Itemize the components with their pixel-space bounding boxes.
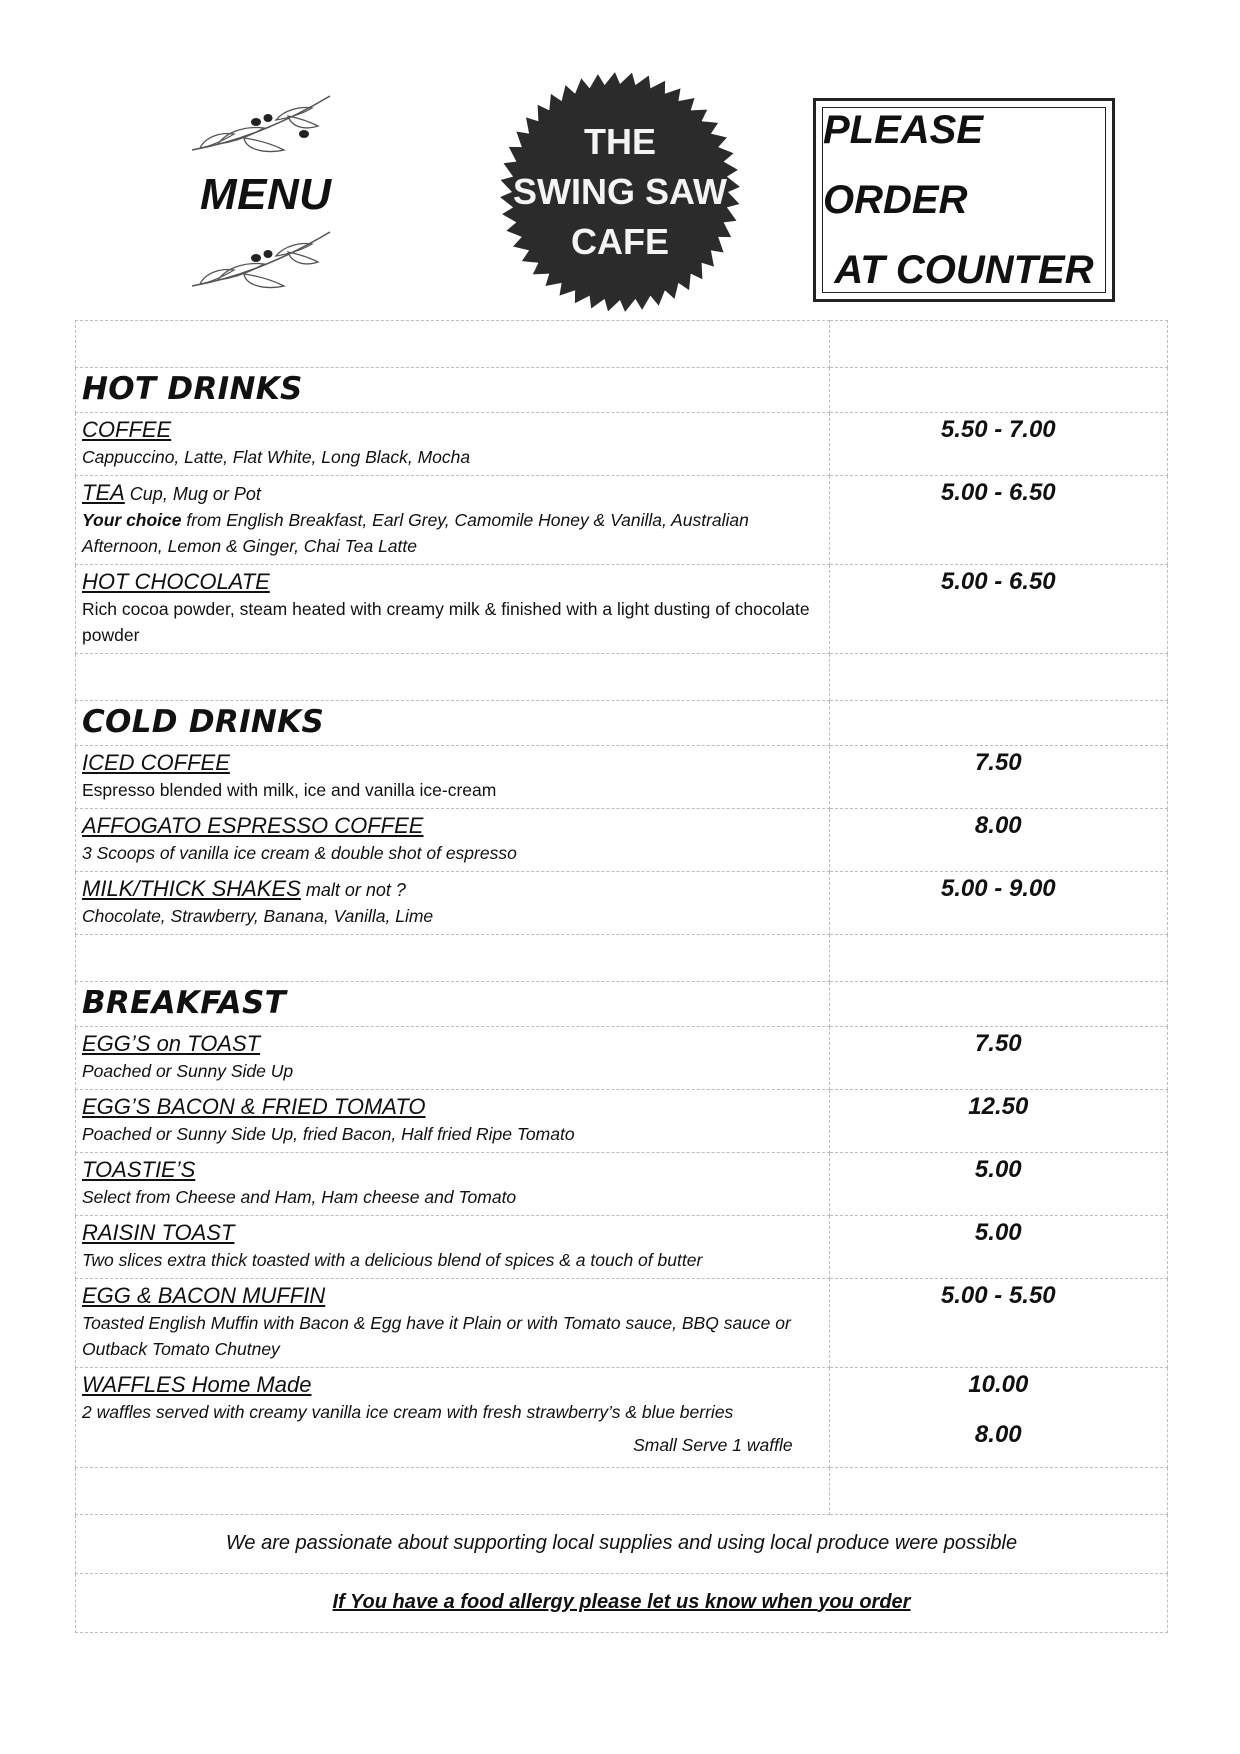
item-price: 5.00 <box>974 1156 1022 1183</box>
spacer-row <box>76 935 1168 982</box>
menu-item-row <box>76 1153 1168 1216</box>
item-name: ICED COFFEE <box>82 750 230 775</box>
item-description-text: Poached or Sunny Side Up <box>82 1061 294 1081</box>
item-price: 7.50 <box>974 749 1022 776</box>
menu-item-cell <box>76 1090 830 1153</box>
price-cell <box>829 476 1167 565</box>
spacer-row <box>76 1468 1168 1515</box>
section-header-row <box>76 982 1168 1027</box>
price-cell <box>829 746 1167 809</box>
menu-item-row <box>76 413 1168 476</box>
item-price: 5.50 - 7.00 <box>940 416 1056 443</box>
item-description <box>82 596 823 648</box>
menu-item-row <box>76 1027 1168 1090</box>
item-description-text: Cappuccino, Latte, Flat White, Long Black, Mocha <box>82 447 471 467</box>
price-cell <box>829 1368 1167 1468</box>
section-header-row <box>76 368 1168 413</box>
item-description <box>82 1121 823 1147</box>
item-price: 12.50 <box>968 1093 1029 1120</box>
menu-item-cell <box>76 1216 830 1279</box>
menu-item-row <box>76 809 1168 872</box>
spacer-row <box>76 654 1168 701</box>
item-description-text: 2 waffles served with creamy vanilla ice cream with fresh strawberry’s & blue berries <box>82 1402 734 1422</box>
menu-item-row <box>76 476 1168 565</box>
price-cell <box>829 1216 1167 1279</box>
item-name: WAFFLES Home Made <box>82 1372 312 1397</box>
spacer-row <box>76 321 1168 368</box>
item-name: EGG’S on TOAST <box>82 1031 261 1056</box>
logo-line: CAFE <box>571 221 669 262</box>
menu-item-cell <box>76 872 830 935</box>
item-price: 5.00 - 5.50 <box>940 1282 1056 1309</box>
item-price: 10.00 <box>968 1371 1029 1398</box>
item-description-text: Poached or Sunny Side Up, fried Bacon, Half fried Ripe Tomato <box>82 1124 575 1144</box>
price-cell <box>829 565 1167 654</box>
item-description <box>82 777 823 803</box>
menu-item-cell <box>76 809 830 872</box>
footer-note-row <box>76 1515 1168 1574</box>
item-name-suffix: malt or not ? <box>300 880 406 900</box>
menu-item-row <box>76 1368 1168 1468</box>
item-description-text: 3 Scoops of vanilla ice cream & double shot of espresso <box>82 843 517 863</box>
item-price: 5.00 - 9.00 <box>940 875 1056 902</box>
item-name: COFFEE <box>82 417 172 442</box>
local-produce-note: We are passionate about supporting local supplies and using local produce were possible <box>225 1531 1018 1554</box>
price-cell <box>829 809 1167 872</box>
allergy-note-row <box>76 1574 1168 1633</box>
price-cell <box>829 1153 1167 1216</box>
item-name: TOASTIE’S <box>82 1157 196 1182</box>
item-price: 5.00 <box>974 1219 1022 1246</box>
logo-line: THE <box>584 121 656 162</box>
menu-heading: MENU <box>200 170 332 219</box>
olive-branch-icon <box>188 92 338 162</box>
menu-item-cell <box>76 565 830 654</box>
order-notice-line: PLEASE ORDER <box>823 108 984 222</box>
item-description <box>82 1310 823 1362</box>
item-description <box>82 444 823 470</box>
menu-table <box>75 320 1168 1633</box>
item-name: HOT CHOCOLATE <box>82 569 270 594</box>
menu-item-row <box>76 1279 1168 1368</box>
item-name: MILK/THICK SHAKES <box>82 876 301 901</box>
menu-item-row <box>76 565 1168 654</box>
price-cell <box>829 1279 1167 1368</box>
section-header-row <box>76 701 1168 746</box>
item-name: EGG & BACON MUFFIN <box>82 1283 326 1308</box>
menu-item-cell <box>76 1027 830 1090</box>
item-price: 5.00 - 6.50 <box>940 568 1056 595</box>
item-description-text: from English Breakfast, Earl Grey, Camomile Honey & Vanilla, Australian Afternoon, Lemon & Ginger, Chai Tea Latte <box>82 510 749 556</box>
item-description <box>82 840 823 866</box>
small-serve-price: 8.00 <box>974 1421 1022 1448</box>
menu-item-cell <box>76 476 830 565</box>
item-description <box>82 1399 823 1425</box>
menu-item-cell <box>76 1153 830 1216</box>
small-serve-label: Small Serve 1 waffle <box>633 1435 793 1455</box>
olive-branch-icon <box>188 228 338 298</box>
menu-item-cell <box>76 413 830 476</box>
allergy-notice: If You have a food allergy please let us know when you order <box>332 1590 911 1613</box>
menu-item-cell <box>76 1368 830 1468</box>
item-description <box>82 1058 823 1084</box>
menu-item-row <box>76 1216 1168 1279</box>
menu-item-row <box>76 1090 1168 1153</box>
item-description-text: Rich cocoa powder, steam heated with creamy milk & finished with a light dusting of chocolate powder <box>82 599 810 645</box>
menu-item-cell <box>76 746 830 809</box>
item-name: RAISIN TOAST <box>82 1220 235 1245</box>
item-price: 7.50 <box>974 1030 1022 1057</box>
price-cell <box>829 413 1167 476</box>
price-cell <box>829 1090 1167 1153</box>
item-name: TEA <box>82 480 125 505</box>
menu-item-cell <box>76 1279 830 1368</box>
price-cell <box>829 872 1167 935</box>
cafe-logo-text <box>498 70 742 314</box>
menu-item-row <box>76 872 1168 935</box>
section-title: BREAKFAST <box>76 982 830 1027</box>
item-price: 8.00 <box>974 812 1022 839</box>
item-description <box>82 507 823 559</box>
item-description-text: Two slices extra thick toasted with a delicious blend of spices & a touch of butter <box>82 1250 703 1270</box>
order-notice-line: AT COUNTER <box>834 248 1094 292</box>
order-at-counter-notice <box>813 98 1115 302</box>
item-name-suffix: Cup, Mug or Pot <box>124 484 261 504</box>
item-description <box>82 1247 823 1273</box>
item-description <box>82 903 823 929</box>
section-title: COLD DRINKS <box>76 701 830 746</box>
item-name: EGG’S BACON & FRIED TOMATO <box>82 1094 426 1119</box>
item-description-text: Toasted English Muffin with Bacon & Egg have it Plain or with Tomato sauce, BBQ sauce or Outback Tomato Chutney <box>82 1313 791 1359</box>
logo-line: SWING SAW <box>513 171 727 212</box>
menu-item-row <box>76 746 1168 809</box>
item-price: 5.00 - 6.50 <box>940 479 1056 506</box>
item-description-text: Espresso blended with milk, ice and vanilla ice-cream <box>82 780 497 800</box>
item-description-text: Select from Cheese and Ham, Ham cheese and Tomato <box>82 1187 517 1207</box>
item-description-text: Chocolate, Strawberry, Banana, Vanilla, Lime <box>82 906 434 926</box>
item-description <box>82 1184 823 1210</box>
item-name: AFFOGATO ESPRESSO COFFEE <box>82 813 424 838</box>
price-cell <box>829 1027 1167 1090</box>
item-description-emphasis: Your choice <box>82 510 182 530</box>
section-title: HOT DRINKS <box>76 368 830 413</box>
